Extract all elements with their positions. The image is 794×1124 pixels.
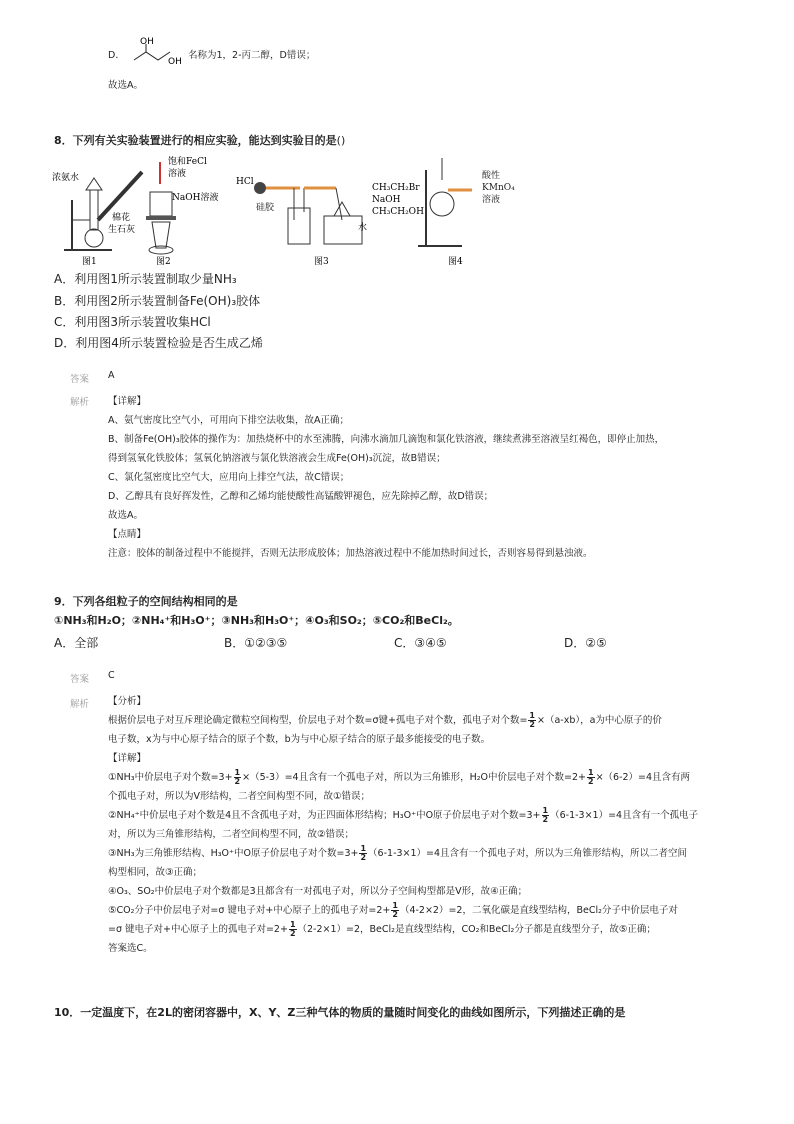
fraction-half: $\frac{1}{2}$	[289, 920, 296, 938]
q8-option-b[interactable]: B．利用图2所示装置制备Fe(OH)₃胶体	[54, 294, 261, 308]
q8-answer: A	[108, 370, 115, 381]
svg-text:图2: 图2	[156, 257, 171, 267]
svg-text:NaOH溶液: NaOH溶液	[172, 193, 219, 203]
q8-option-a[interactable]: A．利用图1所示装置制取少量NH₃	[54, 272, 237, 286]
oh-label: OH	[140, 37, 154, 47]
svg-text:浓氨水: 浓氨水	[52, 173, 80, 183]
svg-text:生石灰: 生石灰	[108, 225, 136, 235]
q9-option-a[interactable]: A．全部	[54, 636, 99, 650]
svg-text:溶液: 溶液	[168, 169, 187, 179]
figure-4-apparatus	[418, 158, 472, 246]
q8-option-c[interactable]: C．利用图3所示装置收集HCl	[54, 315, 211, 329]
svg-text:CH₃CH₂Br: CH₃CH₂Br	[372, 183, 420, 193]
q9-option-b[interactable]: B．①②③⑤	[224, 636, 288, 650]
fraction-half: $\frac{1}{2}$	[529, 711, 535, 729]
prev-option-d: D．	[108, 50, 125, 61]
propanediol-structure	[128, 36, 184, 72]
q9-analysis: 【分析】 根据价层电子对互斥理论确定微粒空间构型，价层电子对个数=σ键+孤电子对个数，孤电子对个数= $\frac{1}{2}$ ×（a-xb），a为中心原子的价 电子数，x为与中心原子结合的原子个数，b为与中心原子结合的原子最多能接受的电子数。 【详解】 ①NH₃中价层电子对个数=3+ $\frac{1}{2}$ ×（5-3）=4且含有一个孤电子对，所以为三角锥形，H₂O中价层电子对个数=2+ $\frac{1}{2}$ ×（6-2）=4且含有两 个孤电子对，所以为V形结构，二者空间构型不同，故①错误； ②NH₄⁺中价层电子对个数是4且不含孤电子对，为正四面体形结构；H₃O⁺中O原子价层电子对个数=3+ $\frac{1}{2}$ （6-1-3×1）=4且含有一个孤电子 对，所以为三角锥形结构，二者空间构型不同，故②错误； ③NH₃为三角锥形结构、H₃O⁺中O原子价层电子对个数=3+ $\frac{1}{2}$ （6-1-3×1）=4且含有一个孤电子对，所以为三角锥形结构，所以二者空间 构型相同，故③正确； ④O₃、SO₂中价层电子对个数都是3且都含有一对孤电子对，所以分子空间构型都是V形，故④正确； ⑤CO₂分子中价层电子对=σ 键电子对+中心原子上的孤电子对=2+ $\frac{1}{2}$ （4-2×2）=2，二氧化碳是直线型结构，BeCl₂分子中价层电子对 =σ 键电子对+中心原子上的孤电子对=2+ $\frac{1}{2}$ （2-2×1）=2，BeCl₂是直线型结构，CO₂和BeCl₂分子都是直线型分子，故⑤正确； 答案选C。	[108, 696, 699, 954]
question-9-title: 9．下列各组粒子的空间结构相同的是	[54, 595, 238, 608]
fraction-half: $\frac{1}{2}$	[588, 768, 594, 786]
question-10-title: 10．一定温度下，在2L的密闭容器中，X、Y、Z三种气体的物质的量随时间变化的曲线如图所示，下列描述正确的是	[54, 1006, 626, 1019]
svg-text:CH₃CH₂OH: CH₃CH₂OH	[372, 207, 424, 217]
svg-text:水: 水	[358, 223, 368, 233]
q9-answer: C	[108, 670, 115, 681]
q8-analysis-tag: 解析	[70, 397, 90, 408]
q8-option-d[interactable]: D．利用图4所示装置检验是否生成乙烯	[54, 336, 263, 350]
svg-text:图1: 图1	[82, 257, 97, 267]
svg-text:棉花: 棉花	[112, 213, 131, 223]
q9-analysis-tag: 解析	[70, 699, 90, 710]
q8-answer-tag: 答案	[70, 374, 90, 385]
q9-answer-tag: 答案	[70, 674, 90, 685]
svg-text:硅胶: 硅胶	[256, 203, 275, 213]
svg-text:HCl: HCl	[236, 177, 254, 187]
svg-text:饱和FeCl: 饱和FeCl	[168, 157, 207, 167]
svg-text:图4: 图4	[448, 257, 463, 267]
fraction-half: $\frac{1}{2}$	[392, 901, 398, 919]
q9-option-c[interactable]: C．③④⑤	[394, 636, 447, 650]
question-8-title: 8．下列有关实验装置进行的相应实验，能达到实验目的是()	[54, 134, 346, 147]
figure-4-reagent: 酸性 KMnO₄ 溶液	[482, 171, 515, 205]
q8-analysis: 【详解】 A、氨气密度比空气小，可用向下排空法收集，故A正确； B、制备Fe(OH)₃胶体的操作为：加热烧杯中的水至沸腾，向沸水滴加几滴饱和氯化铁溶液，继续煮沸至溶液呈红褐色，即停止加热， 得到氢氧化铁胶体；氢氧化钠溶液与氯化铁溶液会生成Fe(OH)₃沉淀，故B错误； C、氯化氢密度比空气大，应用向上排空气法，故C错误； D、乙醇具有良好挥发性，乙醇和乙烯均能使酸性高锰酸钾褪色，应先除掉乙醇，故D错误； 故选A。 【点睛】 注意：胶体的制备过程中不能搅拌，否则无法形成胶体；加热溶液过程中不能加热时间过长，否则容易得到悬浊液。	[108, 396, 665, 559]
fraction-half: $\frac{1}{2}$	[360, 844, 367, 862]
oh-label: OH	[168, 57, 182, 67]
figure-1-apparatus	[64, 172, 142, 250]
svg-text:NaOH: NaOH	[372, 195, 401, 205]
fraction-half: $\frac{1}{2}$	[234, 768, 241, 786]
q9-option-d[interactable]: D．②⑤	[564, 636, 607, 650]
svg-text:图3: 图3	[314, 257, 329, 267]
prev-option-d-text: 名称为1，2-丙二醇，D错误；	[188, 50, 316, 61]
figure-3-apparatus	[254, 182, 362, 244]
fraction-half: $\frac{1}{2}$	[542, 806, 549, 824]
prev-conclusion: 故选A。	[108, 80, 143, 91]
question-9-groups: ①NH₃和H₂O；②NH₄⁺和H₃O⁺；③NH₃和H₃O⁺；④O₃和SO₂；⑤CO₂和BeCl₂。	[54, 614, 459, 627]
question-8-figures	[52, 150, 472, 270]
